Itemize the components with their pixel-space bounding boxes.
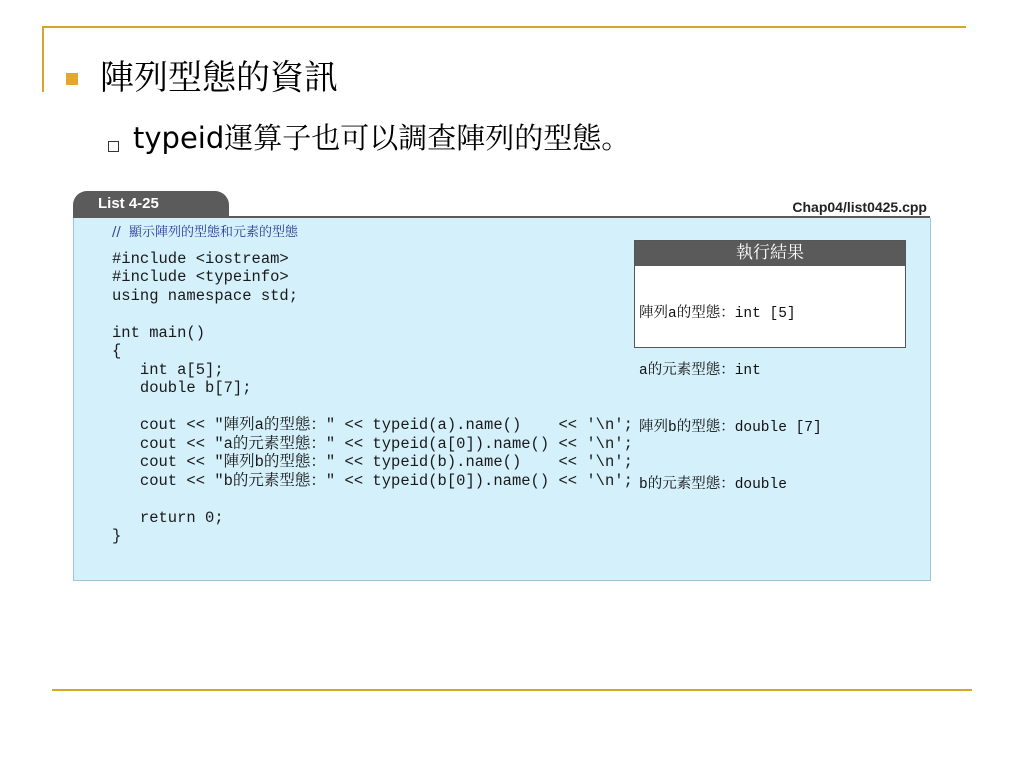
result-line: b的元素型態：double (639, 477, 787, 493)
listing-tab-label: List 4-25 (73, 191, 229, 217)
result-line: a的元素型態：int (639, 363, 761, 379)
top-rule (42, 26, 966, 28)
result-line: 陣列b的型態：double [7] (639, 420, 822, 436)
result-lines (635, 266, 905, 534)
listing-file-name: Chap04/list0425.cpp (792, 199, 927, 215)
code-block (112, 224, 633, 546)
code-body: #include <iostream> #include <typeinfo> using namespace std; int main() { int a[5]; double b[7]; cout << "陣列a的型態：" << typeid(a).name() << '\n'; cout << "a的元素型態：" << typeid(a[0]).name() << '\n'; cout << "陣列b的型態：" << typeid(b).name() << '\n'; cout << "b的元素型態：" << typeid(b[0]).name() << '\n'; return 0; } (112, 249, 633, 545)
side-rule (42, 26, 44, 92)
bullet-square-icon (66, 73, 78, 85)
code-comment: // 顯示陣列的型態和元素的型態 (112, 225, 299, 240)
bullet-hollow-square-icon (108, 141, 119, 152)
result-title: 執行結果 (635, 241, 905, 266)
slide-heading: 陣列型態的資訊 (100, 58, 338, 98)
result-line: 陣列a的型態：int [5] (639, 306, 796, 322)
slide-subheading: typeid運算子也可以調查陣列的型態。 (133, 121, 631, 155)
result-box (634, 240, 906, 493)
bottom-rule (52, 689, 972, 691)
